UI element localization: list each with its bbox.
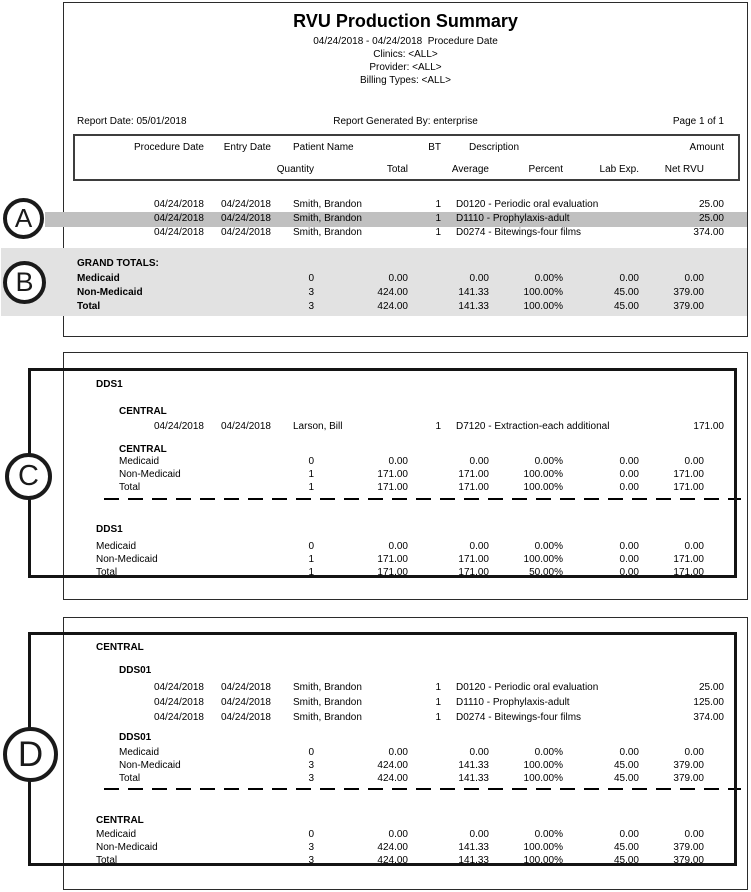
- col-bt: BT: [428, 142, 441, 153]
- clinic-name: CENTRAL: [96, 815, 144, 826]
- lab-exp-cell: 45.00: [613, 855, 639, 866]
- lab-exp-cell: 0.00: [619, 829, 639, 840]
- report-filter-clinics: Clinics: <ALL>: [373, 49, 438, 60]
- totals-label: Non-Medicaid: [96, 554, 158, 565]
- total-cell: 171.00: [377, 567, 408, 578]
- column-header-row-2: [64, 164, 749, 176]
- clinic-name: CENTRAL: [96, 642, 144, 653]
- patient-name-cell: Smith, Brandon: [293, 199, 362, 210]
- lab-exp-cell: 0.00: [619, 541, 639, 552]
- net-rvu-cell: 379.00: [673, 842, 704, 853]
- clinic-name: CENTRAL: [119, 444, 167, 455]
- lab-exp-cell: 0.00: [619, 567, 639, 578]
- percent-cell: 100.00%: [523, 554, 563, 565]
- percent-cell: 100.00%: [523, 760, 563, 771]
- quantity-cell: 0: [308, 273, 314, 284]
- net-rvu-cell: 379.00: [673, 773, 704, 784]
- procedure-date-cell: 04/24/2018: [153, 199, 204, 210]
- bt-cell: 1: [435, 213, 441, 224]
- totals-label: Medicaid: [96, 541, 137, 552]
- quantity-cell: 3: [308, 842, 314, 853]
- callout-circle-d: D: [3, 727, 58, 782]
- description-cell: D1110 - Prophylaxis-adult: [456, 697, 570, 708]
- net-rvu-cell: 379.00: [673, 287, 704, 298]
- total-cell: 0.00: [388, 456, 408, 467]
- report-meta-row: [64, 116, 747, 128]
- lab-exp-cell: 0.00: [619, 482, 639, 493]
- average-cell: 0.00: [469, 829, 489, 840]
- net-rvu-cell: 171.00: [673, 554, 704, 565]
- entry-date-cell: 04/24/2018: [220, 213, 271, 224]
- report-filter-provider: Provider: <ALL>: [369, 62, 442, 73]
- average-cell: 0.00: [469, 747, 489, 758]
- patient-name-cell: Smith, Brandon: [293, 697, 362, 708]
- procedure-date-cell: 04/24/2018: [153, 697, 204, 708]
- totals-label: Non-Medicaid: [96, 842, 158, 853]
- callout-bracket-d: [28, 632, 737, 866]
- procedure-date-cell: 04/24/2018: [153, 682, 204, 693]
- provider-name: DDS01: [119, 665, 152, 676]
- procedure-date-cell: 04/24/2018: [153, 227, 204, 238]
- description-cell: D0274 - Bitewings-four films: [456, 227, 582, 238]
- quantity-cell: 1: [308, 567, 314, 578]
- average-cell: 0.00: [469, 456, 489, 467]
- total-cell: 0.00: [388, 273, 408, 284]
- description-cell: D0120 - Periodic oral evaluation: [456, 199, 599, 210]
- percent-cell: 0.00%: [534, 541, 563, 552]
- average-cell: 171.00: [458, 482, 489, 493]
- patient-name-cell: Larson, Bill: [293, 421, 343, 432]
- average-cell: 141.33: [458, 760, 489, 771]
- amount-cell: 25.00: [698, 199, 724, 210]
- amount-cell: 374.00: [693, 712, 724, 723]
- page-number: Page 1 of 1: [672, 116, 724, 127]
- total-cell: 424.00: [377, 842, 408, 853]
- amount-cell: 25.00: [698, 213, 724, 224]
- col-description: Description: [469, 142, 520, 153]
- total-cell: 424.00: [377, 287, 408, 298]
- percent-cell: 0.00%: [534, 829, 563, 840]
- percent-cell: 100.00%: [523, 301, 563, 312]
- totals-label: Total: [96, 855, 118, 866]
- description-cell: D1110 - Prophylaxis-adult: [456, 213, 570, 224]
- entry-date-cell: 04/24/2018: [220, 712, 271, 723]
- patient-name-cell: Smith, Brandon: [293, 712, 362, 723]
- quantity-cell: 1: [308, 482, 314, 493]
- net-rvu-cell: 0.00: [684, 747, 704, 758]
- average-cell: 141.33: [458, 842, 489, 853]
- totals-row-medicaid: [64, 273, 749, 285]
- net-rvu-cell: 171.00: [673, 482, 704, 493]
- total-cell: 424.00: [377, 301, 408, 312]
- lab-exp-cell: 45.00: [613, 760, 639, 771]
- quantity-cell: 0: [308, 541, 314, 552]
- callout-circle-c: C: [5, 453, 52, 500]
- col-quantity: Quantity: [276, 164, 314, 175]
- quantity-cell: 0: [308, 747, 314, 758]
- procedure-date-cell: 04/24/2018: [153, 712, 204, 723]
- net-rvu-cell: 0.00: [684, 456, 704, 467]
- average-cell: 171.00: [458, 469, 489, 480]
- procedure-date-cell: 04/24/2018: [153, 421, 204, 432]
- col-average: Average: [451, 164, 489, 175]
- total-cell: 171.00: [377, 554, 408, 565]
- detail-row: [64, 227, 749, 239]
- description-cell: D0274 - Bitewings-four films: [456, 712, 582, 723]
- quantity-cell: 3: [308, 760, 314, 771]
- entry-date-cell: 04/24/2018: [220, 421, 271, 432]
- percent-cell: 50.00%: [529, 567, 563, 578]
- percent-cell: 100.00%: [523, 773, 563, 784]
- percent-cell: 0.00%: [534, 747, 563, 758]
- grand-totals-heading: [64, 258, 749, 270]
- lab-exp-cell: 0.00: [619, 469, 639, 480]
- totals-label: Total: [119, 482, 141, 493]
- percent-cell: 100.00%: [523, 482, 563, 493]
- total-cell: 424.00: [377, 760, 408, 771]
- quantity-cell: 1: [308, 554, 314, 565]
- lab-exp-cell: 45.00: [613, 301, 639, 312]
- report-title: RVU Production Summary: [293, 11, 518, 31]
- totals-label: Medicaid: [77, 273, 120, 284]
- average-cell: 171.00: [458, 554, 489, 565]
- total-cell: 171.00: [377, 469, 408, 480]
- net-rvu-cell: 379.00: [673, 760, 704, 771]
- lab-exp-cell: 45.00: [613, 842, 639, 853]
- average-cell: 141.33: [458, 287, 489, 298]
- provider-name: DDS1: [96, 379, 123, 390]
- net-rvu-cell: 379.00: [673, 855, 704, 866]
- totals-label: Medicaid: [119, 747, 160, 758]
- col-entry-date: Entry Date: [223, 142, 271, 153]
- column-header-row-1: [64, 142, 749, 154]
- description-cell: D0120 - Periodic oral evaluation: [456, 682, 599, 693]
- net-rvu-cell: 379.00: [673, 301, 704, 312]
- quantity-cell: 3: [308, 301, 314, 312]
- clinic-name: CENTRAL: [119, 406, 167, 417]
- entry-date-cell: 04/24/2018: [220, 199, 271, 210]
- quantity-cell: 0: [308, 456, 314, 467]
- net-rvu-cell: 0.00: [684, 829, 704, 840]
- average-cell: 141.33: [458, 855, 489, 866]
- report-date-range: 04/24/2018 - 04/24/2018 Procedure Date: [313, 36, 498, 47]
- net-rvu-cell: 0.00: [684, 273, 704, 284]
- entry-date-cell: 04/24/2018: [220, 697, 271, 708]
- totals-label: Total: [119, 773, 141, 784]
- lab-exp-cell: 0.00: [619, 273, 639, 284]
- bt-cell: 1: [435, 199, 441, 210]
- col-amount: Amount: [689, 142, 724, 153]
- description-cell: D7120 - Extraction-each additional: [456, 421, 610, 432]
- report-date: Report Date: 05/01/2018: [77, 116, 187, 127]
- bt-cell: 1: [435, 682, 441, 693]
- totals-label: Total: [96, 567, 118, 578]
- quantity-cell: 3: [308, 287, 314, 298]
- entry-date-cell: 04/24/2018: [220, 227, 271, 238]
- lab-exp-cell: 0.00: [619, 554, 639, 565]
- net-rvu-cell: 171.00: [673, 469, 704, 480]
- lab-exp-cell: 45.00: [613, 773, 639, 784]
- totals-label: Total: [77, 301, 101, 312]
- bt-cell: 1: [435, 712, 441, 723]
- report-generated-by: Report Generated By: enterprise: [333, 116, 478, 127]
- totals-label: Medicaid: [119, 456, 160, 467]
- total-cell: 0.00: [388, 541, 408, 552]
- total-cell: 0.00: [388, 829, 408, 840]
- total-cell: 424.00: [377, 773, 408, 784]
- totals-label: Non-Medicaid: [119, 760, 181, 771]
- lab-exp-cell: 45.00: [613, 287, 639, 298]
- bt-cell: 1: [435, 227, 441, 238]
- callout-bracket-c: [28, 368, 737, 578]
- col-procedure-date: Procedure Date: [133, 142, 204, 153]
- percent-cell: 100.00%: [523, 855, 563, 866]
- amount-cell: 25.00: [698, 682, 724, 693]
- average-cell: 0.00: [469, 541, 489, 552]
- lab-exp-cell: 0.00: [619, 456, 639, 467]
- col-lab-exp: Lab Exp.: [599, 164, 639, 175]
- quantity-cell: 0: [308, 829, 314, 840]
- quantity-cell: 3: [308, 855, 314, 866]
- entry-date-cell: 04/24/2018: [220, 682, 271, 693]
- provider-name: DDS1: [96, 524, 123, 535]
- quantity-cell: 1: [308, 469, 314, 480]
- procedure-date-cell: 04/24/2018: [153, 213, 204, 224]
- totals-label: Non-Medicaid: [77, 287, 143, 298]
- patient-name-cell: Smith, Brandon: [293, 213, 362, 224]
- totals-row-non-medicaid: [64, 287, 749, 299]
- patient-name-cell: Smith, Brandon: [293, 682, 362, 693]
- callout-circle-a: A: [3, 198, 44, 239]
- percent-cell: 100.00%: [523, 842, 563, 853]
- provider-name: DDS01: [119, 732, 152, 743]
- total-cell: 424.00: [377, 855, 408, 866]
- totals-label: Non-Medicaid: [119, 469, 181, 480]
- percent-cell: 0.00%: [534, 273, 563, 284]
- total-cell: 171.00: [377, 482, 408, 493]
- quantity-cell: 3: [308, 773, 314, 784]
- totals-label: Medicaid: [96, 829, 137, 840]
- col-net-rvu: Net RVU: [664, 164, 704, 175]
- detail-row: [64, 199, 749, 211]
- amount-cell: 374.00: [693, 227, 724, 238]
- callout-circle-b: B: [3, 261, 46, 304]
- col-total: Total: [386, 164, 408, 175]
- amount-cell: 171.00: [693, 421, 724, 432]
- patient-name-cell: Smith, Brandon: [293, 227, 362, 238]
- percent-cell: 100.00%: [523, 287, 563, 298]
- average-cell: 171.00: [458, 567, 489, 578]
- average-cell: 0.00: [469, 273, 489, 284]
- bt-cell: 1: [435, 697, 441, 708]
- lab-exp-cell: 0.00: [619, 747, 639, 758]
- detail-row-highlighted: [64, 213, 749, 225]
- percent-cell: 0.00%: [534, 456, 563, 467]
- amount-cell: 125.00: [693, 697, 724, 708]
- report-page-1: [63, 2, 748, 337]
- net-rvu-cell: 171.00: [673, 567, 704, 578]
- total-cell: 0.00: [388, 747, 408, 758]
- bt-cell: 1: [435, 421, 441, 432]
- net-rvu-cell: 0.00: [684, 541, 704, 552]
- report-filter-billing-types: Billing Types: <ALL>: [360, 75, 451, 86]
- col-patient-name: Patient Name: [293, 142, 354, 153]
- col-percent: Percent: [528, 164, 563, 175]
- percent-cell: 100.00%: [523, 469, 563, 480]
- grand-totals-label: GRAND TOTALS:: [77, 258, 159, 269]
- totals-row-total: [64, 301, 749, 313]
- average-cell: 141.33: [458, 773, 489, 784]
- average-cell: 141.33: [458, 301, 489, 312]
